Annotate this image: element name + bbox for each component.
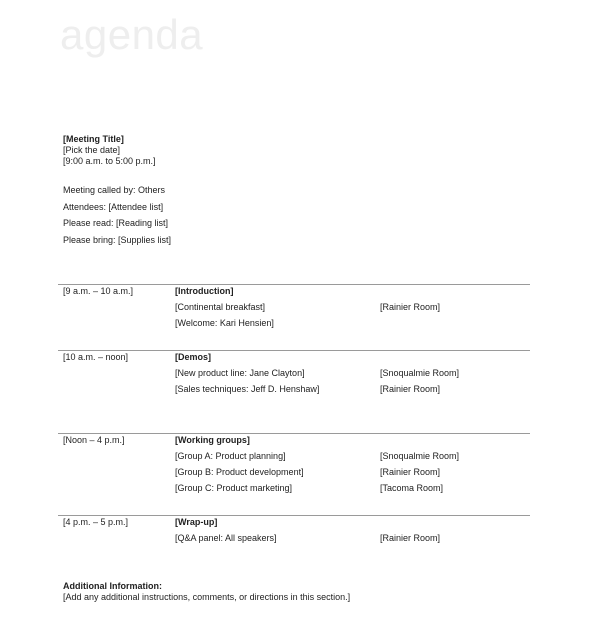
session-divider (58, 515, 530, 516)
session-item[interactable]: [Group B: Product development] (175, 467, 304, 477)
additional-info (63, 581, 350, 603)
agenda-watermark: agenda (60, 11, 204, 58)
session-item[interactable]: [Q&A panel: All speakers] (175, 533, 277, 543)
session-time[interactable]: [4 p.m. – 5 p.m.] (63, 517, 129, 527)
session-time[interactable]: [10 a.m. – noon] (63, 352, 129, 362)
session-title[interactable]: [Working groups] (175, 435, 250, 445)
session-time[interactable]: [9 a.m. – 10 a.m.] (63, 286, 134, 296)
please-bring-line[interactable]: Please bring: [Supplies list] (63, 235, 172, 245)
session-room[interactable]: [Snoqualmie Room] (380, 451, 460, 461)
session-title[interactable]: [Demos] (175, 352, 212, 362)
session-item[interactable]: [Sales techniques: Jeff D. Henshaw] (175, 384, 320, 394)
session-room[interactable]: [Tacoma Room] (380, 483, 444, 493)
meeting-date[interactable]: [Pick the date] (63, 145, 121, 155)
session-room[interactable]: [Rainier Room] (380, 302, 441, 312)
session-item[interactable]: [Group A: Product planning] (175, 451, 286, 461)
session-item[interactable]: [New product line: Jane Clayton] (175, 368, 305, 378)
please-read-line[interactable]: Please read: [Reading list] (63, 218, 169, 228)
attendees-line[interactable]: Attendees: [Attendee list] (63, 202, 164, 212)
additional-info-heading: Additional Information: (63, 581, 162, 591)
session-item[interactable]: [Group C: Product marketing] (175, 483, 293, 493)
session-item[interactable]: [Welcome: Kari Hensien] (175, 318, 274, 328)
session-item[interactable]: [Continental breakfast] (175, 302, 266, 312)
session-divider (58, 350, 530, 351)
session-room[interactable]: [Snoqualmie Room] (380, 368, 460, 378)
meeting-time[interactable]: [9:00 a.m. to 5:00 p.m.] (63, 156, 156, 166)
session-room[interactable]: [Rainier Room] (380, 533, 441, 543)
session-time[interactable]: [Noon – 4 p.m.] (63, 435, 125, 445)
session-title[interactable]: [Introduction] (175, 286, 234, 296)
additional-info-text[interactable]: [Add any additional instructions, comments, or directions in this section.] (63, 592, 351, 602)
session-room[interactable]: [Rainier Room] (380, 384, 441, 394)
session-room[interactable]: [Rainier Room] (380, 467, 441, 477)
session-divider (58, 433, 530, 434)
called-by-line: Meeting called by: Others (63, 185, 166, 195)
session-title[interactable]: [Wrap-up] (175, 517, 218, 527)
meeting-title[interactable]: [Meeting Title] (63, 134, 124, 144)
meeting-header (63, 134, 156, 167)
session-divider (58, 284, 530, 285)
